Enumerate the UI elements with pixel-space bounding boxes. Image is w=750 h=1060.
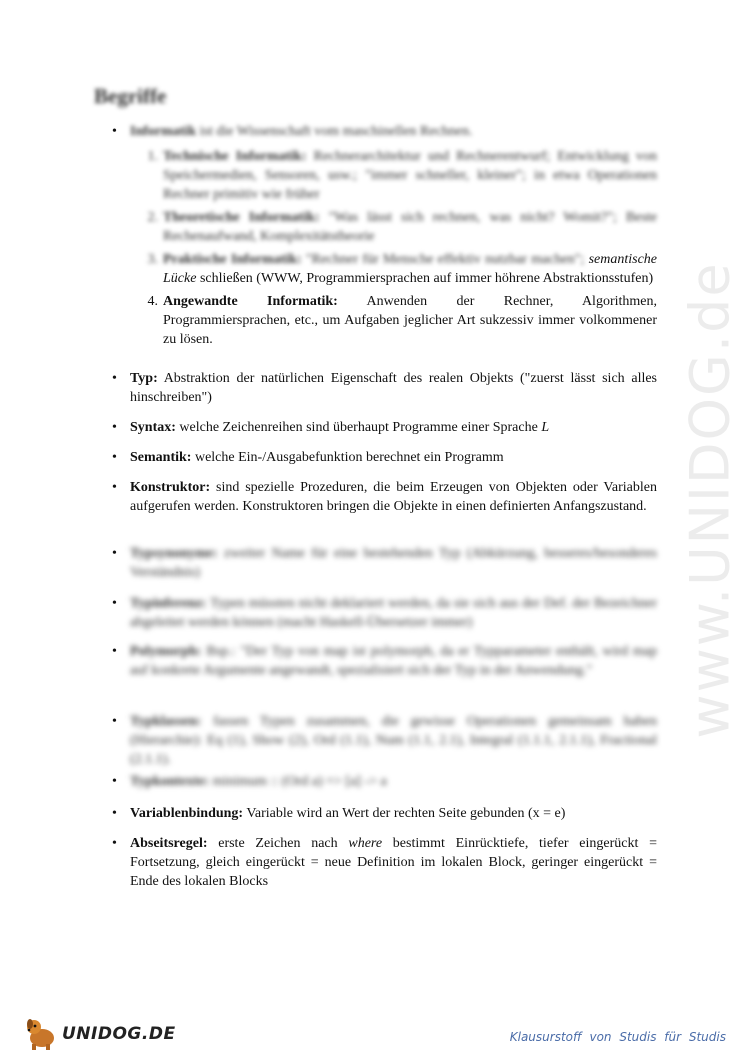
unidog-logo[interactable]	[22, 1014, 176, 1052]
bullet-icon: •	[112, 714, 117, 729]
bullet-icon: •	[112, 836, 117, 851]
bullet-icon: •	[112, 480, 117, 495]
list-item-typkontexte: • Typkontexte: minimum :: (Ord a) => [a] -> a	[112, 774, 387, 789]
list-item-polymorph: • Polymorph: Bsp.: "Der Typ von map ist polymorph, da er Typparameter enthält, wird map auf konkrete Argumente angewandt, spezialisiert sich der Typ in der Anwendung."	[112, 644, 658, 678]
logo-text: UNIDOG.DE	[62, 1024, 176, 1044]
bullet-icon: •	[112, 371, 117, 386]
bullet-icon: •	[112, 450, 117, 465]
sub-item: 4. Angewandte Informatik: Anwenden der Rechner, Algorithmen, Programmiersprachen, etc., um Aufgaben jeglicher Art sukzessiv immer volkommener zu lösen.	[147, 294, 657, 347]
list-item-abseitsregel: • Abseitsregel: erste Zeichen nach where bestimmt Einrücktiefe, tiefer eingerückt = Fortsetzung, gleich eingerückt = neue Definition im lokalen Block, geringer eingerückt = Ende des lokalen Blocks	[112, 836, 658, 889]
list-item-typsynonyme: • Typsynonyme: zweiter Name für eine bestehenden Typ (Abkürzung, besseres/besonderes Verständnis)	[112, 546, 658, 580]
list-item-variablenbindung: • Variablenbindung: Variable wird an Wert der rechten Seite gebunden (x = e)	[112, 806, 566, 821]
bullet-icon: •	[112, 420, 117, 435]
bullet-icon: •	[112, 596, 117, 611]
list-item-informatik	[112, 122, 657, 353]
bullet-icon: •	[112, 644, 117, 659]
watermark-text: www.UNIDOG.de	[678, 261, 742, 739]
section-heading: Begriffe	[94, 84, 167, 108]
list-item-typ: • Typ: Abstraktion der natürlichen Eigenschaft des realen Objekts ("zuerst lässt sich alles hinschreiben")	[112, 371, 658, 405]
bullet-icon: •	[112, 774, 117, 789]
list-item-syntax: • Syntax: welche Zeichenreihen sind überhaupt Programme einer Sprache L	[112, 420, 550, 435]
list-item-typklassen: • Typklassen: fassen Typen zusammen, die gewisse Operationen gemeinsam haben (Hierarchie): Eq (1), Show (2), Ord (1.1), Num (1.1, 2.1), Integral (1.1.1, 2.1.1), Fractional (2.1.1).	[112, 714, 657, 767]
list-item-typinferenz: • Typinferenz: Typen müssten nicht deklariert werden, da sie sich aus der Def. der Bezeichner abgeleitet werden können (macht Haskell-Übersetzer immer)	[112, 596, 657, 630]
sub-item: 1. Technische Informatik: Rechnerarchitektur und Rechnerentwurf; Entwicklung von Speichermedien, Sensoren, usw.; "immer schneller, kleiner"; in etwa Operationen Rechner primitiv wie früher	[147, 149, 657, 202]
watermark	[680, 260, 740, 740]
list-item-semantik: • Semantik: welche Ein-/Ausgabefunktion berechnet ein Programm	[112, 450, 504, 465]
bullet-icon: •	[112, 806, 117, 821]
sub-list	[130, 147, 657, 349]
bullet-icon: •	[112, 124, 117, 139]
sub-item: 3. Praktische Informatik: "Rechner für Mensche effektiv nutzbar machen"; semantische Lücke schließen (WWW, Programmiersprachen auf immer höhrene Abstraktionsstufen)	[147, 252, 658, 286]
term: Informatik	[130, 124, 197, 139]
definition: ist die Wissenschaft vom maschinellen Rechnen.	[199, 124, 473, 139]
footer-slogan: Klausurstoff von Studis für Studis	[509, 1030, 726, 1044]
dog-icon	[22, 1014, 60, 1052]
sub-item: 2. Theoretische Informatik: "Was lässt sich rechnen, was nicht? Womit?"; Beste Rechenaufwand, Komplexitätstheorie	[147, 210, 658, 244]
bullet-icon: •	[112, 546, 117, 561]
list-item-konstruktor: • Konstruktor: sind spezielle Prozeduren, die beim Erzeugen von Objekten oder Variablen aufgerufen werden. Konstruktoren bringen die Objekte in einen definierten Anfangszustand.	[112, 480, 658, 514]
